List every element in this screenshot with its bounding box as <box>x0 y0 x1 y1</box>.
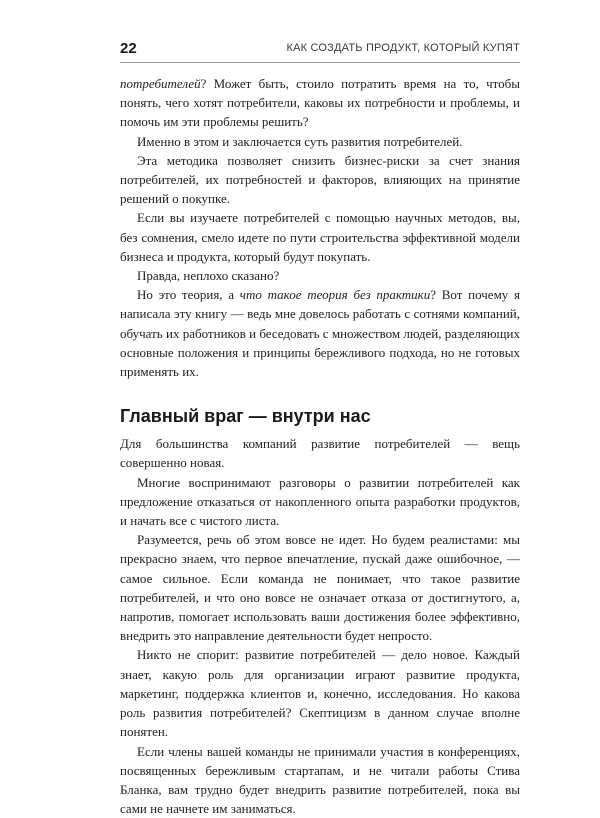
paragraph: Разумеется, речь об этом вовсе не идет. Но будем реалистами: мы прекрасно знаем, что первое впечатление, пускай даже ошибочное, — самое сильное. Если команда не понимает, что такое развитие потребителей, и что оно вовсе не означает отказа от достигнутого, а, напротив, помогает использовать ваши достижения более эффективно, внедрить это направление деятельности будет непросто. <box>120 530 520 645</box>
paragraph: потребителей? Может быть, стоило потратить время на то, чтобы понять, чего хотят потребители, каковы их потребности и проблемы, и помочь им эти проблемы решить? <box>120 74 520 132</box>
page-header <box>120 40 520 60</box>
paragraph: Правда, неплохо сказано? <box>120 266 520 285</box>
section-title: Главный враг — внутри нас <box>120 381 520 434</box>
page-number: 22 <box>120 40 137 57</box>
paragraph: Если члены вашей команды не принимали участия в конференциях, посвященных бережливым стартапам, и не читали работы Стива Бланка, вам трудно будет внедрить развитие потребителей, пока вы сами не начнете им заниматься. <box>120 742 520 818</box>
page-body <box>120 74 520 818</box>
running-title: КАК СОЗДАТЬ ПРОДУКТ, КОТОРЫЙ КУПЯТ <box>287 42 520 54</box>
paragraph: Многие воспринимают разговоры о развитии потребителей как предложение отказаться от накопленного опыта разработки продуктов, и начать все с чистого листа. <box>120 473 520 531</box>
paragraph: Эта методика позволяет снизить бизнес-риски за счет знания потребителей, их потребностей и факторов, влияющих на принятие решений о покупке. <box>120 151 520 209</box>
paragraph: Но это теория, а что такое теория без практики? Вот почему я написала эту книгу — ведь мне довелось работать с сотнями компаний, обучать их работников и беседовать с множеством людей, разделяющих основные положения и принципы бережливого подхода, но не готовых применять их. <box>120 285 520 381</box>
paragraph: Никто не спорит: развитие потребителей — дело новое. Каждый знает, какую роль для организации играют развитие продукта, маркетинг, поддержка клиентов и, конечно, исследования. Но какова роль развития потребителей? Скептицизм в данном случае вполне понятен. <box>120 645 520 741</box>
paragraph: Именно в этом и заключается суть развития потребителей. <box>120 132 520 151</box>
header-divider <box>120 62 520 63</box>
paragraph: Для большинства компаний развитие потребителей — вещь совершенно новая. <box>120 434 520 472</box>
paragraph: Если вы изучаете потребителей с помощью научных методов, вы, без сомнения, смело идете по пути строительства эффективной модели бизнеса и продукта, который будут покупать. <box>120 208 520 266</box>
italic-text: что такое теория без практики <box>240 287 430 302</box>
italic-text: потребителей <box>120 76 201 91</box>
